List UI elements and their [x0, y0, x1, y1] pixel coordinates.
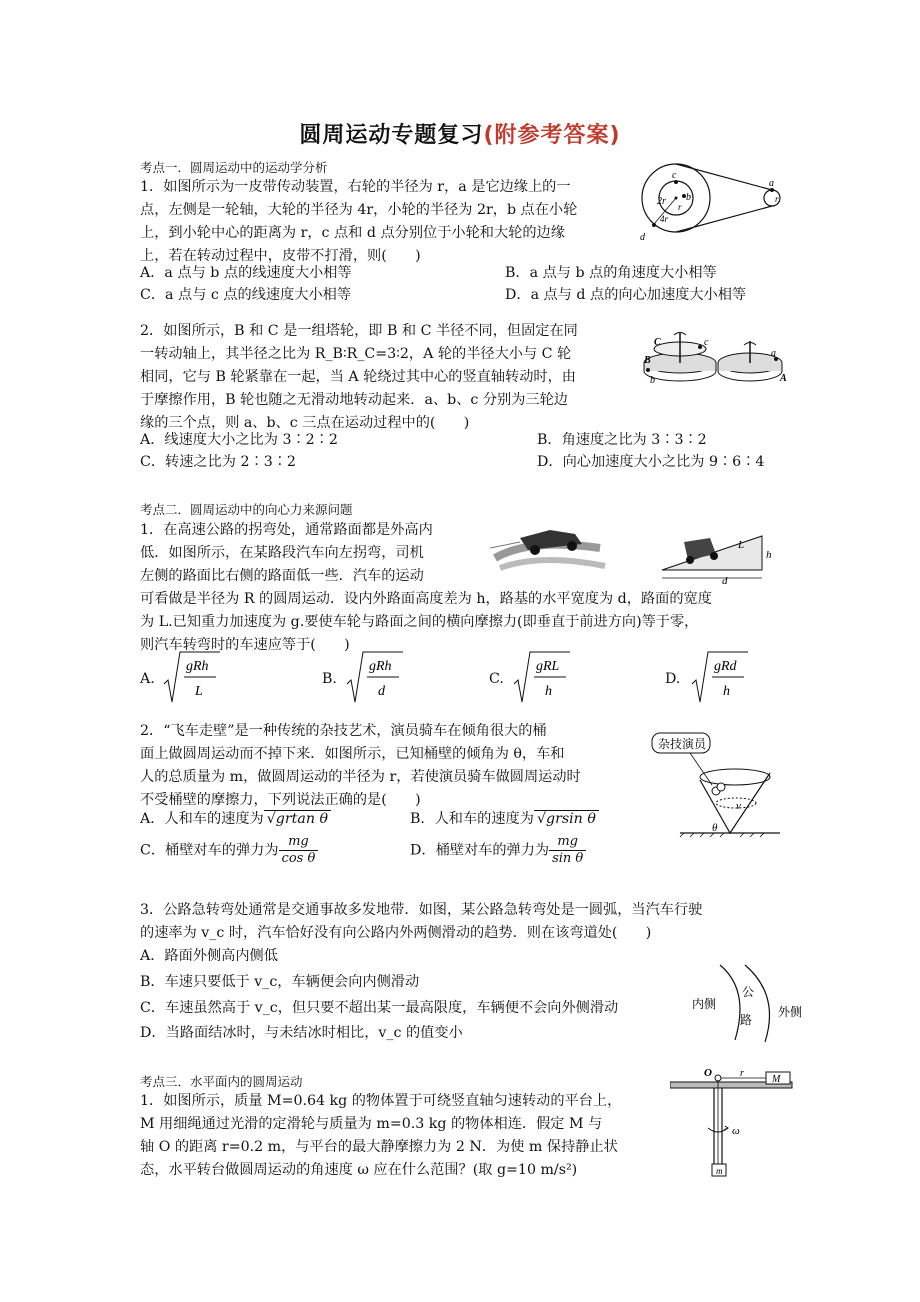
car-curve-figure — [490, 518, 610, 578]
s2-q3-option-b: B．车速只要低于 v_c，车辆便会向内侧滑动 — [140, 974, 420, 990]
s2-q2-option-a: A．人和车的速度为 √grtan θ — [140, 808, 331, 830]
text-line: 1．如图所示，质量 M=0.64 kg 的物体置于可绕竖直轴匀速转动的平台上， — [140, 1093, 622, 1109]
section-3-heading: 考点三．水平面内的圆周运动 — [140, 1074, 303, 1089]
text-line: 的速率为 v_c 时，汽车恰好没有向公路内外两侧滑动的趋势．则在该弯道处( ) — [140, 925, 652, 941]
s1-q2-option-c: C．转速之比为 2∶3∶2 — [140, 454, 296, 470]
tower-wheel-figure — [640, 325, 790, 387]
s1-q2-option-b: B．角速度之比为 3∶3∶2 — [537, 432, 707, 448]
svg-text:h: h — [766, 549, 772, 561]
s2-q3-option-d: D．当路面结冰时，与未结冰时相比，v_c 的值变小 — [140, 1025, 463, 1041]
svg-text:杂技演员: 杂技演员 — [658, 737, 707, 751]
s1-q2-option-d: D．向心加速度大小之比为 9∶6∶4 — [537, 454, 765, 470]
svg-text:m: m — [716, 1166, 723, 1176]
s2-q3-option-c: C．车速虽然高于 v_c，但只要不超出某一最高限度，车辆便不会向外侧滑动 — [140, 1000, 619, 1016]
svg-text:v: v — [736, 800, 741, 812]
s2-q3-text — [140, 899, 820, 945]
turntable-figure — [670, 1064, 795, 1184]
point-d — [652, 223, 656, 227]
svg-text:a: a — [771, 348, 776, 359]
s1-q1-option-b: B．a 点与 b 点的角速度大小相等 — [505, 265, 717, 281]
svg-text:r: r — [740, 1068, 744, 1079]
text-line: M 用细绳通过光滑的定滑轮与质量为 m=0.3 kg 的物体相连．假定 M 与 — [140, 1116, 603, 1132]
svg-text:d: d — [378, 684, 385, 699]
s2-q1-option-d: D. — [665, 671, 681, 687]
text-line: 2．“飞车走壁”是一种传统的杂技艺术，演员骑车在倾角很大的桶 — [140, 723, 547, 739]
svg-text:r: r — [775, 194, 779, 204]
svg-text:gRh: gRh — [369, 659, 392, 674]
svg-text:内侧: 内侧 — [692, 997, 717, 1011]
svg-text:gRh: gRh — [186, 659, 209, 674]
svg-text:c: c — [672, 170, 677, 181]
belt-drive-figure — [632, 160, 792, 245]
belt-top — [676, 164, 772, 190]
s2-q1-option-c: C. — [489, 671, 504, 687]
svg-text:ω: ω — [732, 1125, 740, 1137]
text-line: 不受桶壁的摩擦力，下列说法正确的是( ) — [140, 792, 421, 808]
text-line: 相同，它与 B 轮紧靠在一起，当 A 轮绕过其中心的竖直轴转动时，由 — [140, 369, 576, 385]
text-line: 1．在高速公路的拐弯处，通常路面都是外高内 — [140, 522, 433, 538]
svg-text:L: L — [738, 539, 745, 551]
svg-text:gRd: gRd — [714, 659, 737, 674]
road-curve-figure — [690, 960, 815, 1045]
svg-text:外侧: 外侧 — [778, 1005, 803, 1019]
car-slope-figure — [652, 520, 782, 585]
svg-text:gRL: gRL — [536, 659, 560, 674]
s2-q1-sqrt-c — [512, 648, 572, 706]
svg-text:M: M — [772, 1074, 781, 1085]
svg-text:b: b — [650, 375, 655, 386]
s2-q1-sqrt-b — [345, 648, 405, 706]
s2-q2-option-c: C．桶壁对车的弹力为 $\frac{mg}{\text{cos θ}}$ — [140, 834, 318, 867]
svg-text:O: O — [704, 1067, 712, 1079]
title-note: (附参考答案) — [483, 123, 621, 148]
s1-q1-option-c: C．a 点与 c 点的线速度大小相等 — [140, 287, 352, 303]
s2-q1-option-b: B. — [322, 671, 337, 687]
s2-q2-option-d: D．桶壁对车的弹力为 $\frac{mg}{\text{sin θ}}$ — [410, 834, 586, 867]
s3-q1-text — [140, 1090, 670, 1182]
svg-text:h: h — [723, 684, 730, 699]
text-line: 面上做圆周运动而不掉下来．如图所示，已知桶壁的倾角为 θ，车和 — [140, 746, 565, 762]
text-line: 轴 O 的距离 r=0.2 m，与平台的最大静摩擦力为 2 N．为使 m 保持静止状 — [140, 1139, 618, 1155]
svg-text:θ: θ — [712, 822, 718, 834]
text-line: 态，水平转台做圆周运动的角速度 ω 应在什么范围？(取 g=10 m/s²) — [140, 1162, 578, 1178]
svg-text:h: h — [545, 684, 552, 699]
text-line: 上，到小轮中心的距离为 r，c 点和 d 点分别位于小轮和大轮的边缘 — [140, 225, 565, 241]
belt-bottom — [676, 206, 772, 232]
s2-q2-text — [140, 720, 640, 812]
text-line: 上，若在转动过程中，皮带不打滑，则( ) — [140, 248, 421, 264]
svg-text:A: A — [780, 373, 787, 384]
text-line: 低．如图所示，在某路段汽车向左拐弯，司机 — [140, 545, 424, 561]
svg-text:c: c — [704, 337, 709, 348]
s1-q2-text — [140, 320, 630, 435]
page-title — [0, 118, 920, 149]
svg-text:d: d — [722, 575, 728, 585]
s1-q1-option-a: A．a 点与 b 点的线速度大小相等 — [140, 265, 352, 281]
text-line: 人的总质量为 m，做圆周运动的半径为 r，若使演员骑车做圆周运动时 — [140, 769, 581, 785]
text-line: 缘的三个点，则 a、b、c 三点在运动过程中的( ) — [140, 415, 470, 431]
svg-text:r: r — [678, 202, 682, 212]
section-2-heading: 考点二．圆周运动中的向心力来源问题 — [140, 502, 353, 517]
text-line: 于摩擦作用，B 轮也随之无滑动地转动起来．a、b、c 分别为三轮边 — [140, 392, 568, 408]
s2-q1-sqrt-a — [162, 648, 222, 706]
text-line: 则汽车转弯时的车速应等于( ) — [140, 637, 350, 653]
title-main: 圆周运动专题复习 — [299, 123, 484, 148]
text-line: 可看做是半径为 R 的圆周运动．设内外路面高度差为 h，路基的水平宽度为 d，路面的宽度 — [140, 591, 712, 607]
svg-text:2r: 2r — [657, 196, 666, 207]
svg-text:公: 公 — [742, 985, 755, 999]
svg-text:C: C — [654, 337, 661, 348]
s1-q1-option-d: D．a 点与 d 点的向心加速度大小相等 — [505, 287, 747, 303]
section-1-heading: 考点一．圆周运动中的运动学分析 — [140, 160, 328, 175]
s2-q1-option-a: A. — [140, 671, 155, 687]
s2-q3-option-a: A．路面外侧高内侧低 — [140, 948, 278, 964]
text-line: 2．如图所示，B 和 C 是一组塔轮，即 B 和 C 半径不同，但固定在同 — [140, 323, 578, 339]
svg-text:路: 路 — [740, 1013, 753, 1027]
text-line: 1．如图所示为一皮带传动装置，右轮的半径为 r，a 是它边缘上的一 — [140, 179, 571, 195]
text-line: 左侧的路面比右侧的路面低一些．汽车的运动 — [140, 568, 424, 584]
cone-wall-figure — [650, 725, 790, 840]
text-line: 为 L.已知重力加速度为 g.要使车轮与路面之间的横向摩擦力(即垂直于前进方向)等于零， — [140, 614, 699, 630]
svg-text:B: B — [644, 355, 651, 366]
svg-text:b: b — [686, 192, 691, 203]
s1-q2-option-a: A．线速度大小之比为 3∶2∶2 — [140, 432, 338, 448]
s2-q2-option-b: B．人和车的速度为 √grsin θ — [410, 808, 599, 830]
text-line: 3．公路急转弯处通常是交通事故多发地带．如图，某公路急转弯处是一圆弧，当汽车行驶 — [140, 902, 703, 918]
svg-text:L: L — [195, 684, 203, 699]
s1-q1-text — [140, 176, 630, 268]
svg-text:a: a — [769, 178, 774, 189]
svg-text:d: d — [640, 232, 645, 243]
text-line: 点，左侧是一轮轴，大轮的半径为 4r，小轮的半径为 2r，b 点在小轮 — [140, 202, 578, 218]
text-line: 一转动轴上，其半径之比为 R_B∶R_C=3∶2，A 轮的半径大小与 C 轮 — [140, 346, 572, 362]
svg-text:4r: 4r — [660, 214, 669, 224]
s2-q1-sqrt-d — [690, 648, 750, 706]
